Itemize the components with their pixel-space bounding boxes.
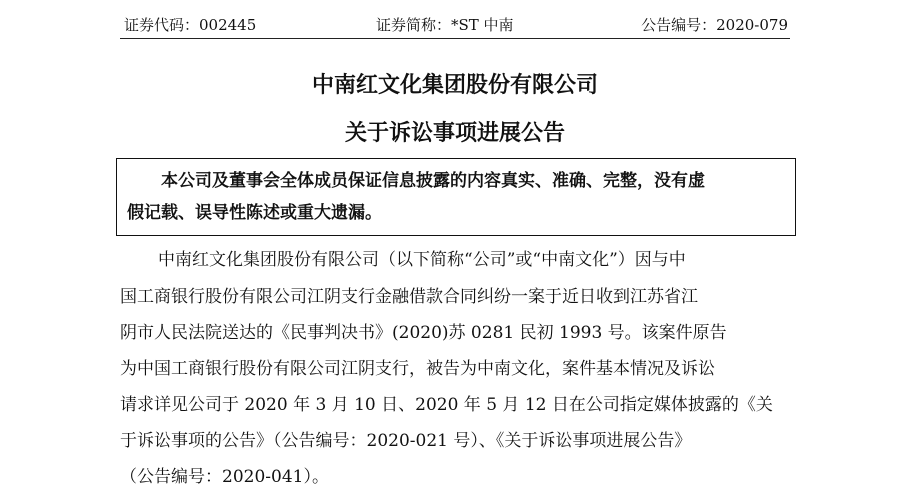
body-line-2: 国工商银行股份有限公司江阴支行金融借款合同纠纷一案于近日收到江苏省江: [120, 287, 698, 307]
company-name-title: 中南红文化集团股份有限公司: [311, 73, 598, 98]
stock-code: 证券代码：002445: [124, 16, 257, 34]
announcement-number: 公告编号：2020-079: [641, 16, 788, 34]
stock-short-name: 证券简称：*ST 中南: [376, 16, 514, 34]
body-line-4: 为中国工商银行股份有限公司江阴支行，被告为中南文化，案件基本情况及诉讼: [120, 359, 715, 379]
body-line-1: 中南红文化集团股份有限公司（以下简称“公司”或“中南文化”）因与中: [158, 250, 686, 270]
notice-line-2: 假记载、误导性陈述或重大遗漏。: [127, 203, 382, 223]
announcement-title: 关于诉讼事项进展公告: [344, 121, 565, 146]
body-line-3: 阴市人民法院送达的《民事判决书》(2020)苏 0281 民初 1993 号。该案件原告: [120, 323, 727, 343]
body-line-5: 请求详见公司于 2020 年 3 月 10 日、2020 年 5 月 12 日在公司指定媒体披露的《关: [120, 395, 773, 415]
disclosure-notice-box: [116, 158, 796, 236]
notice-line-1: 本公司及董事会全体成员保证信息披露的内容真实、准确、完整，没有虚: [161, 171, 705, 191]
body-line-7: （公告编号：2020-041）。: [120, 467, 329, 487]
document-header: [120, 12, 790, 39]
body-line-6: 于诉讼事项的公告》（公告编号：2020-021 号）、《关于诉讼事项进展公告》: [120, 431, 692, 451]
